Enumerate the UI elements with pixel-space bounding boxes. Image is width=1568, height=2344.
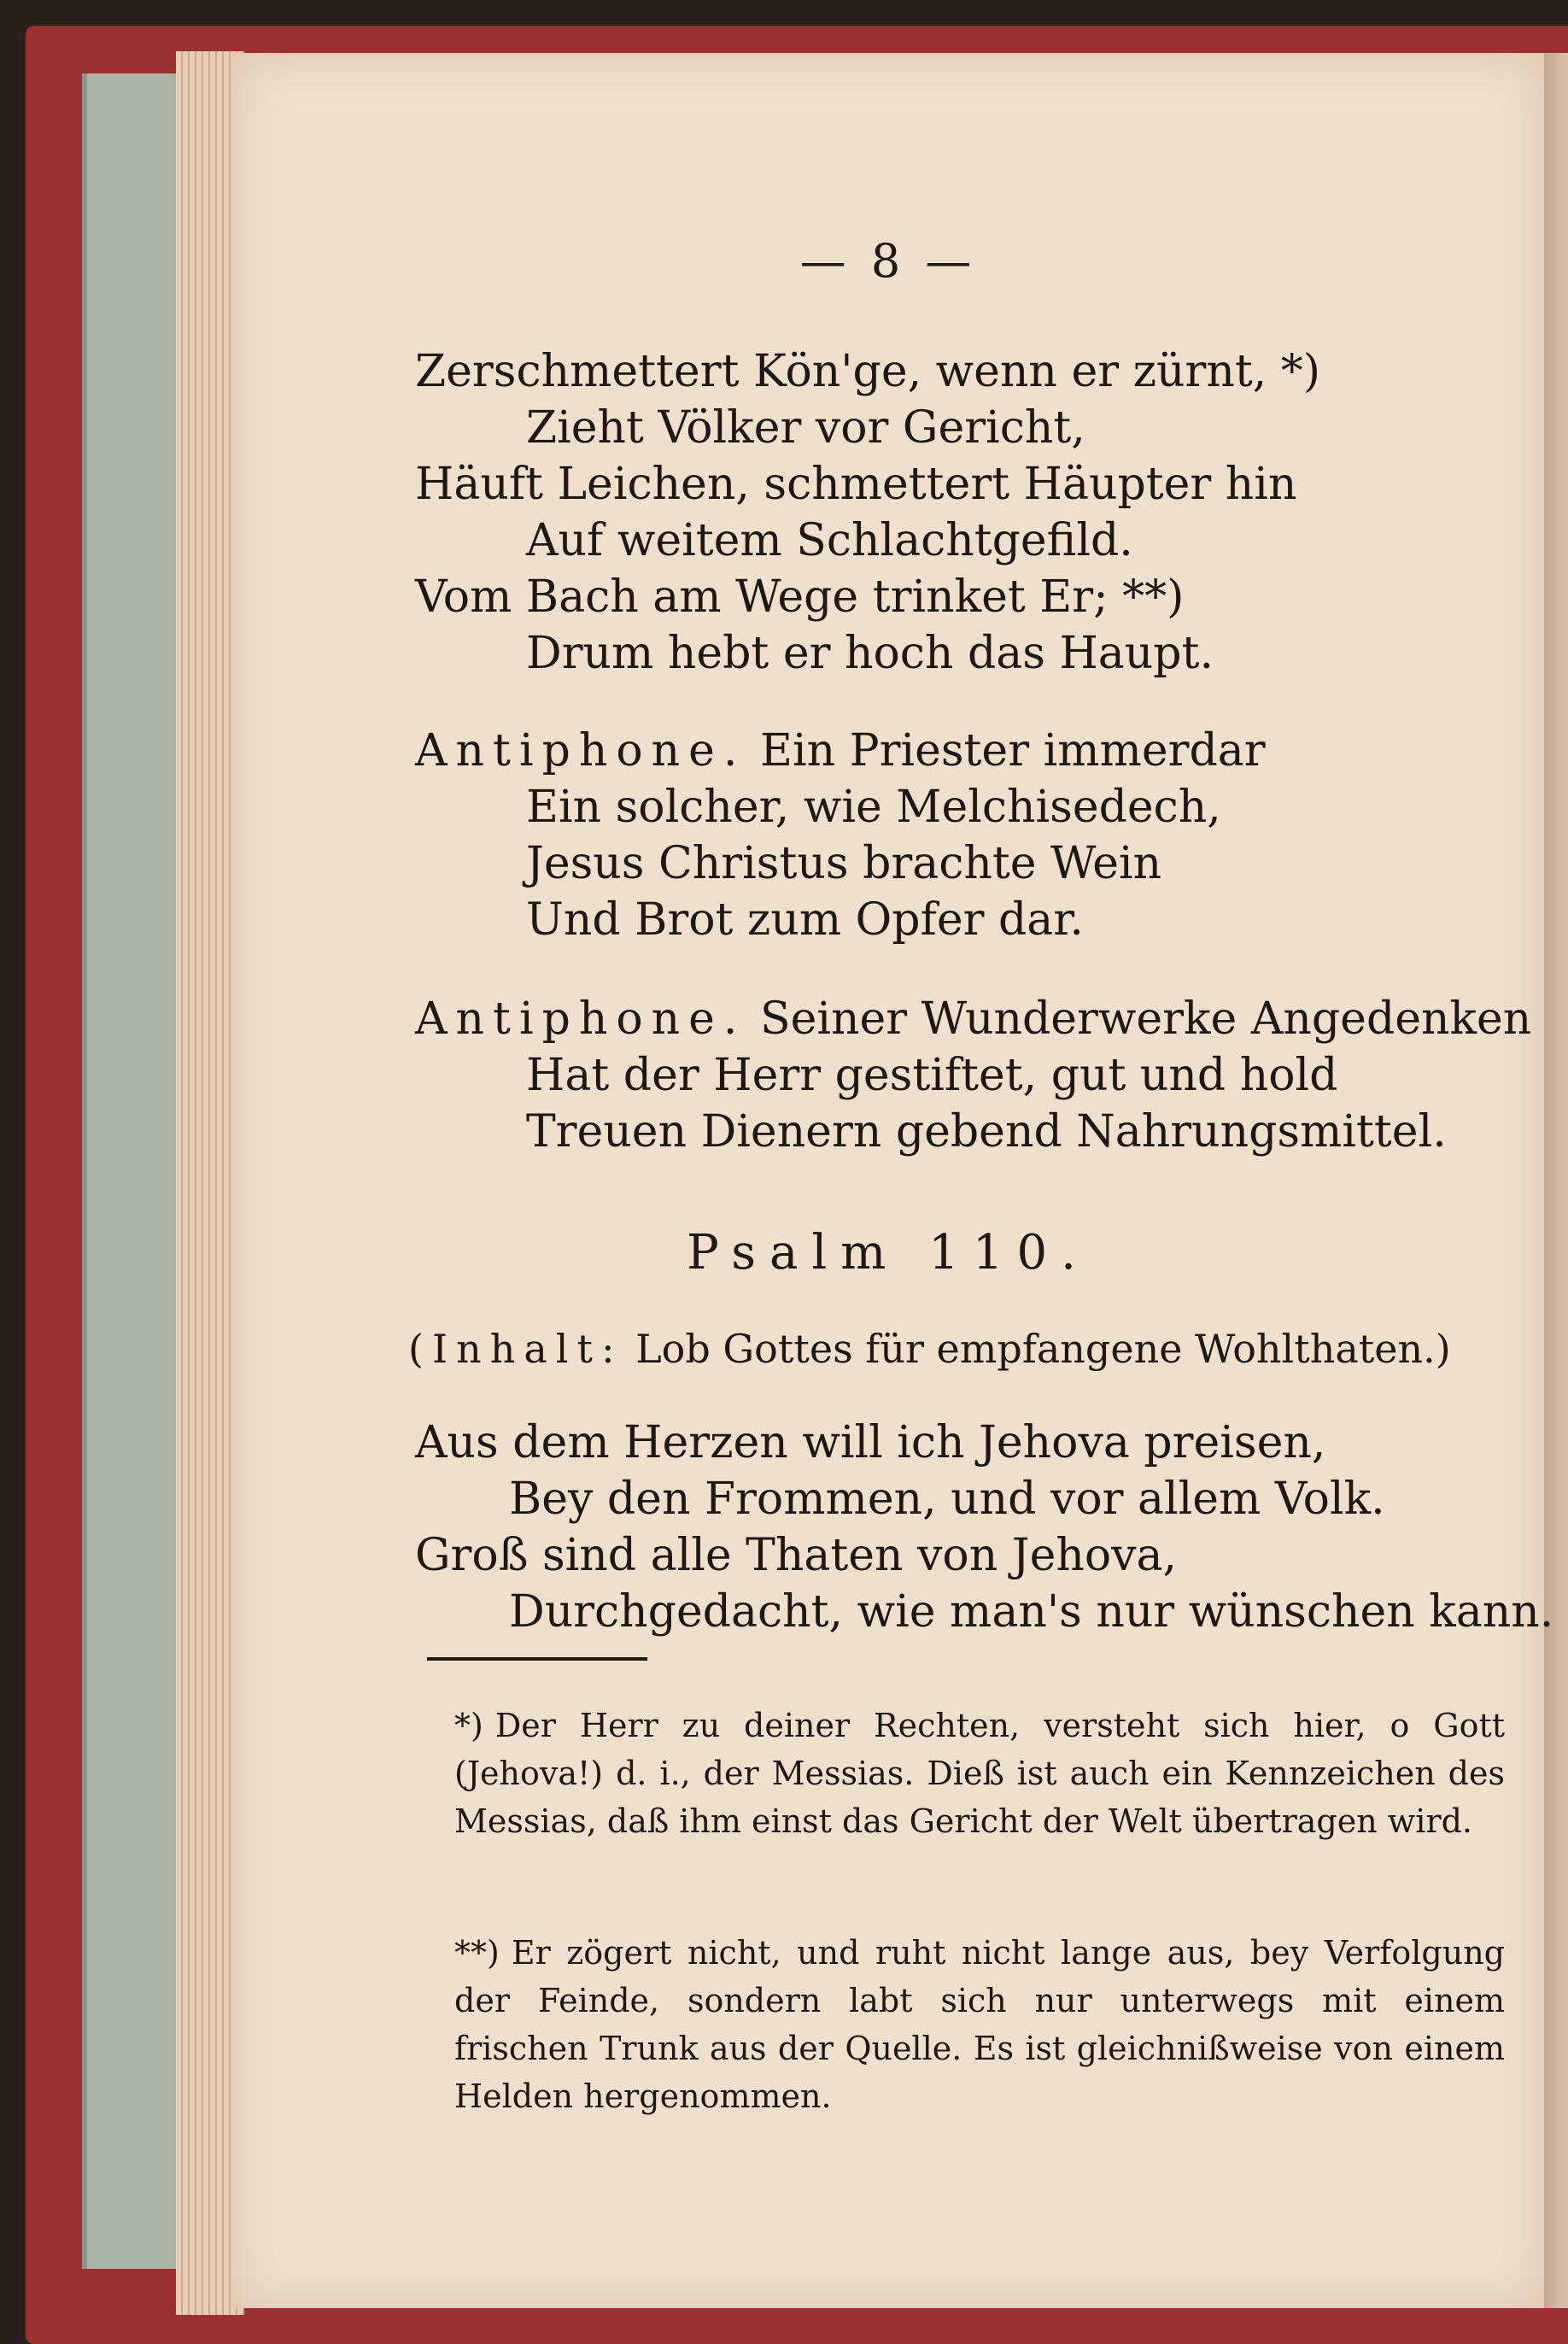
verse-block-2 (415, 1415, 1554, 1640)
antiphon-label: Antiphone. (415, 993, 746, 1045)
verse-line: Bey den Frommen, und vor allem Volk. (509, 1474, 1385, 1525)
verse-line: Ein solcher, wie Melchisedech, (526, 782, 1221, 833)
footnote-2 (454, 1929, 1505, 2120)
summary-label: (Inhalt: (408, 1326, 623, 1372)
book-page (232, 53, 1554, 2308)
verse-line: Drum hebt er hoch das Haupt. (526, 628, 1214, 679)
verse-line: Treuen Dienern gebend Nahrungsmittel. (526, 1106, 1447, 1157)
footnote-marker: *) (454, 1707, 483, 1744)
footnote-1 (454, 1702, 1505, 1845)
verse-line: Hat der Herr gestiftet, gut und hold (526, 1050, 1338, 1101)
verse-line: Und Brot zum Opfer dar. (526, 894, 1084, 946)
psalm-heading: Psalm 110. (687, 1225, 1090, 1280)
verse-line: Durchgedacht, wie man's nur wünschen kann. (509, 1586, 1554, 1638)
page-number: — 8 — (799, 234, 977, 288)
psalm-summary (408, 1326, 1518, 1372)
verse-block-1 (415, 343, 1508, 682)
verse-line: Jesus Christus brachte Wein (526, 838, 1162, 889)
verse-line: Groß sind alle Thaten von Jehova, (415, 1530, 1178, 1581)
verse-line: Seiner Wunderwerke Angedenken (759, 993, 1532, 1045)
antiphon-1 (415, 723, 1508, 948)
verse-line: Zieht Völker vor Gericht, (526, 402, 1085, 454)
footnote-marker: **) (454, 1934, 500, 1972)
verse-line: Häuft Leichen, schmettert Häupter hin (415, 459, 1297, 510)
verse-line: Aus dem Herzen will ich Jehova preisen, (415, 1417, 1326, 1468)
antiphon-label: Antiphone. (415, 725, 746, 776)
verse-line: Ein Priester immerdar (759, 725, 1266, 776)
footnote-text: Der Herr zu deiner Rechten, versteht sich hier, o Gott (Jehova!) d. i., der Messias. Dieß ist auch ein Kennzeichen des Messias, daß ihm einst das Gericht der Welt übertragen wird. (454, 1707, 1505, 1840)
antiphon-2 (415, 991, 1532, 1160)
summary-text: Lob Gottes für empfangene Wohlthaten.) (635, 1326, 1451, 1372)
footnote-rule (427, 1657, 647, 1661)
footnote-text: Er zögert nicht, und ruht nicht lange aus, bey Verfolgung der Feinde, sondern labt sich nur unterwegs mit einem frischen Trunk aus der Quelle. Es ist gleichnißweise von einem Helden hergenommen. (454, 1934, 1505, 2115)
verse-line: Zerschmettert Kön'ge, wenn er zürnt, *) (415, 346, 1321, 397)
verse-line: Vom Bach am Wege trinket Er; **) (415, 571, 1185, 623)
verse-line: Auf weitem Schlachtgefild. (526, 515, 1133, 566)
